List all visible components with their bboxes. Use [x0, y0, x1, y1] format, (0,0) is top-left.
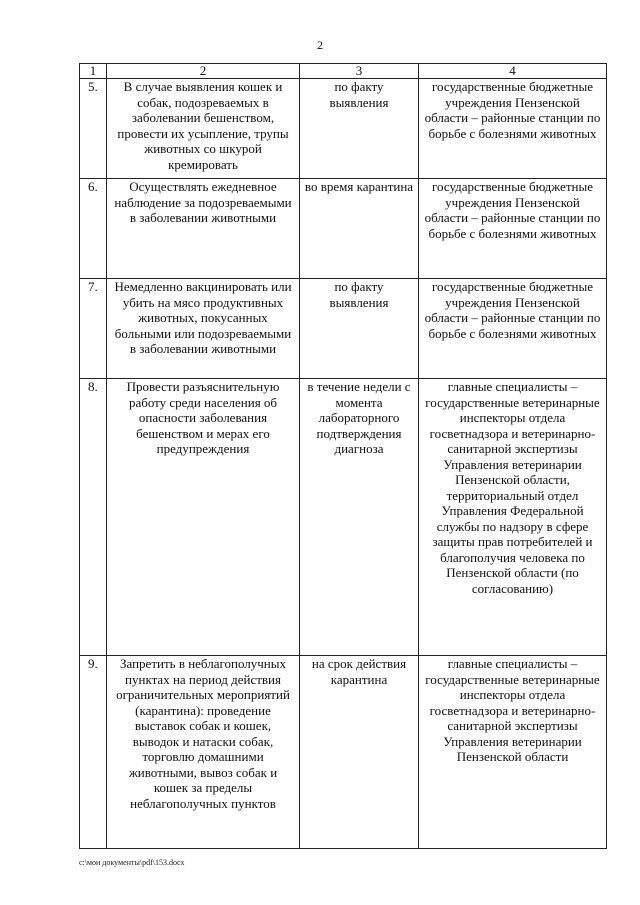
- column-header: 3: [300, 64, 419, 79]
- table-row: [80, 179, 607, 279]
- term-cell: в течение недели с момента лабораторного подтверждения диагноза: [300, 379, 419, 656]
- column-header: 4: [419, 64, 607, 79]
- page-number: 2: [317, 38, 323, 52]
- responsible-cell: государственные бюджетные учреждения Пензенской области – районные станции по борьбе с болезнями животных: [419, 179, 607, 279]
- measure-cell: Осуществлять ежедневное наблюдение за подозреваемыми в заболевании животными: [107, 179, 300, 279]
- term-cell: по факту выявления: [300, 79, 419, 179]
- row-number: 9.: [80, 656, 107, 849]
- table-row: [80, 279, 607, 379]
- column-header: 2: [107, 64, 300, 79]
- measure-cell: Немедленно вакцинировать или убить на мясо продуктивных животных, покусанных больными или подозреваемыми в заболевании животными: [107, 279, 300, 379]
- measure-cell: В случае выявления кошек и собак, подозреваемых в заболевании бешенством, провести их усыпление, трупы животных со шкурой кремировать: [107, 79, 300, 179]
- measure-cell: Провести разъяснительную работу среди населения об опасности заболевания бешенством и мерах его предупреждения: [107, 379, 300, 656]
- measures-table: [79, 63, 607, 849]
- responsible-cell: главные специалисты – государственные ветеринарные инспекторы отдела госветнадзора и ветеринарно-санитарной экспертизы Управления ветеринарии Пензенской области: [419, 656, 607, 849]
- file-path-footer: c:\мои документы\pdf\153.docx: [79, 858, 185, 867]
- row-number: 6.: [80, 179, 107, 279]
- row-number: 8.: [80, 379, 107, 656]
- term-cell: на срок действия карантина: [300, 656, 419, 849]
- term-cell: по факту выявления: [300, 279, 419, 379]
- term-cell: во время карантина: [300, 179, 419, 279]
- responsible-cell: государственные бюджетные учреждения Пензенской области – районные станции по борьбе с болезнями животных: [419, 279, 607, 379]
- responsible-cell: главные специалисты – государственные ветеринарные инспекторы отдела госветнадзора и ветеринарно-санитарной экспертизы Управления ветеринарии Пензенской области, территориальный отдел Управления Федеральной службы по надзору в сфере защиты прав потребителей и благополучия человека по Пензенской области (по согласованию): [419, 379, 607, 656]
- table-row: [80, 79, 607, 179]
- table-row: [80, 379, 607, 656]
- table-header-row: [80, 64, 607, 79]
- table-row: [80, 656, 607, 849]
- column-header: 1: [80, 64, 107, 79]
- row-number: 7.: [80, 279, 107, 379]
- row-number: 5.: [80, 79, 107, 179]
- measure-cell: Запретить в неблагополучных пунктах на период действия ограничительных мероприятий (карантина): проведение выставок собак и кошек, выводок и натаски собак, торговлю домашними животными, вывоз собак и кошек за пределы неблагополучных пунктов: [107, 656, 300, 849]
- responsible-cell: государственные бюджетные учреждения Пензенской области – районные станции по борьбе с болезнями животных: [419, 79, 607, 179]
